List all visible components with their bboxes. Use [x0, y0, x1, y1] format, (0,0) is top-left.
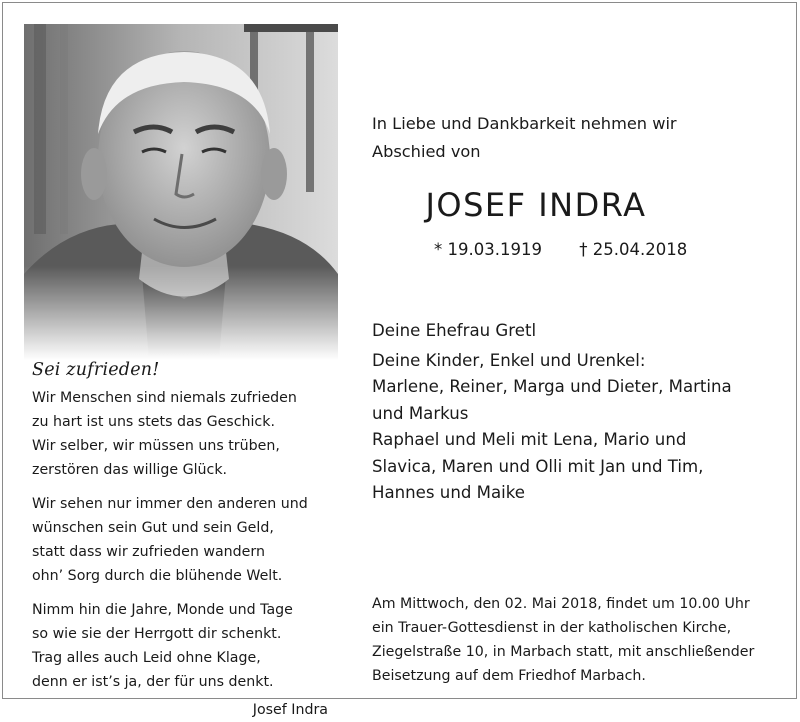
family-line: Raphael und Meli mit Lena, Mario und [372, 430, 687, 449]
poem-line: statt dass wir zufrieden wandern [32, 544, 265, 560]
intro-line: In Liebe und Dankbarkeit nehmen wir [372, 114, 677, 133]
birth-date: * 19.03.1919 [434, 240, 542, 259]
poem-line: zerstören das willige Glück. [32, 462, 228, 478]
poem-line: ohn’ Sorg durch die blühende Welt. [32, 568, 283, 584]
family-line: Slavica, Maren und Olli mit Jan und Tim, [372, 456, 704, 476]
death-date: † 25.04.2018 [579, 240, 688, 259]
poem-line: Wir sehen nur immer den anderen und [32, 496, 308, 512]
poem-line: wünschen sein Gut und sein Geld, [32, 520, 274, 536]
poem-stanza [32, 492, 334, 588]
family-line: Marlene, Reiner, Marga und Dieter, Martina [372, 377, 732, 396]
service-info [372, 592, 792, 688]
service-line: ein Trauer-Gottesdienst in der katholischen Kirche, [372, 620, 732, 636]
poem-line: Wir selber, wir müssen uns trüben, [32, 438, 280, 454]
deceased-name: JOSEF INDRA [425, 186, 647, 224]
family-line: Hannes und Maike [372, 483, 525, 502]
children-heading: Deine Kinder, Enkel und Urenkel: [372, 350, 646, 370]
service-line: Beisetzung auf dem Friedhof Marbach. [372, 668, 646, 684]
poem-line: denn er ist’s ja, der für uns denkt. [32, 674, 274, 690]
wife-line: Deine Ehefrau Gretl [372, 321, 537, 340]
poem-line: so wie sie der Herrgott dir schenkt. [32, 626, 282, 642]
service-line: Ziegelstraße 10, in Marbach statt, mit anschließender [372, 644, 755, 660]
poem-line: Nimm hin die Jahre, Monde und Tage [32, 602, 293, 618]
intro-line: Abschied von [372, 142, 481, 161]
life-dates [434, 240, 687, 259]
poem-line: Trag alles auch Leid ohne Klage, [32, 650, 261, 666]
intro-text [372, 110, 792, 166]
poem [32, 356, 334, 722]
service-line: Am Mittwoch, den 02. Mai 2018, findet um 10.00 Uhr [372, 596, 750, 612]
family-list [372, 318, 792, 507]
poem-author: Josef Indra [252, 702, 328, 718]
poem-line: Wir Menschen sind niemals zufrieden [32, 390, 297, 406]
poem-stanza [32, 598, 334, 694]
portrait-photo [24, 24, 338, 360]
poem-line: zu hart ist uns stets das Geschick. [32, 414, 275, 430]
poem-stanza [32, 386, 334, 482]
poem-title: Sei zufrieden! [32, 360, 160, 380]
family-line: und Markus [372, 403, 469, 423]
